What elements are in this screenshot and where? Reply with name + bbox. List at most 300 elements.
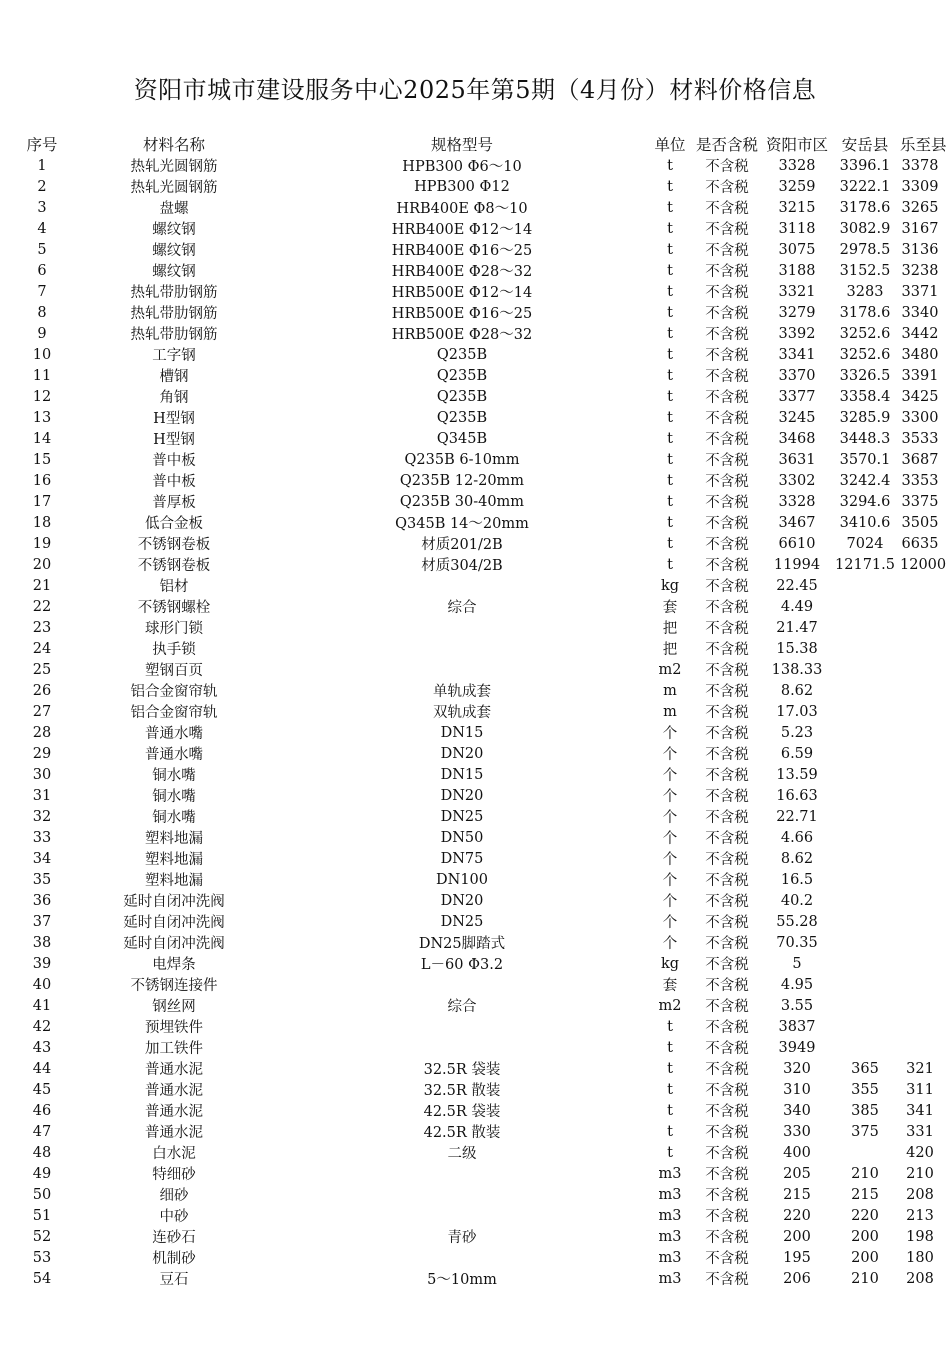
- cell-price-ziyang: 195: [783, 1249, 811, 1266]
- cell-material-name: 延时自闭冲洗阀: [123, 936, 225, 952]
- cell-price-anyue: [830, 1142, 900, 1163]
- table-row: [10, 449, 940, 470]
- cell-no: 43: [32, 1039, 52, 1056]
- table-row: [10, 512, 940, 533]
- cell-price-ziyang: 3837: [778, 1018, 816, 1035]
- cell-price-lezhi: [900, 995, 940, 1016]
- cell-unit: m2: [658, 661, 682, 678]
- cell-price-anyue: 3326.5: [839, 367, 891, 384]
- cell-unit: 个: [662, 726, 678, 742]
- cell-material-name: 细砂: [159, 1188, 189, 1204]
- cell-price-lezhi: [900, 659, 940, 680]
- cell-tax: 不含税: [705, 159, 749, 175]
- cell-no: 16: [32, 472, 52, 489]
- cell-unit: t: [667, 388, 673, 405]
- cell-price-ziyang: 3118: [778, 220, 816, 237]
- table-row: [10, 491, 940, 512]
- table-row: [10, 386, 940, 407]
- cell-price-ziyang: 3259: [778, 178, 816, 195]
- cell-tax: 不含税: [705, 201, 749, 217]
- cell-spec: DN15: [440, 766, 484, 783]
- cell-price-lezhi: [900, 1016, 940, 1037]
- cell-price-anyue: [830, 953, 900, 974]
- cell-unit: t: [667, 241, 673, 258]
- table-row: [10, 911, 940, 932]
- cell-no: 30: [32, 766, 52, 783]
- cell-spec: HPB300 Φ12: [414, 178, 510, 195]
- cell-price-anyue: [830, 701, 900, 722]
- cell-price-ziyang: 330: [783, 1123, 811, 1140]
- cell-price-ziyang: 22.45: [776, 577, 818, 594]
- cell-no: 10: [32, 346, 52, 363]
- cell-no: 14: [32, 430, 52, 447]
- cell-tax: 不含税: [705, 1104, 749, 1120]
- cell-material-name: 铜水嘴: [152, 789, 196, 805]
- table-row: [10, 995, 940, 1016]
- cell-no: 33: [32, 829, 52, 846]
- table-row: [10, 1100, 940, 1121]
- header-tax: 是否含税: [695, 136, 758, 154]
- cell-price-ziyang: 70.35: [776, 934, 818, 951]
- cell-unit: t: [667, 472, 673, 489]
- cell-spec: L－60 Φ3.2: [420, 957, 504, 973]
- cell-price-anyue: 215: [851, 1186, 879, 1203]
- cell-price-anyue: [830, 617, 900, 638]
- table-row: [10, 281, 940, 302]
- cell-tax: 不含税: [705, 600, 749, 616]
- cell-no: 31: [32, 787, 52, 804]
- table-row: [10, 806, 940, 827]
- cell-price-anyue: [830, 743, 900, 764]
- cell-tax: 不含税: [705, 516, 749, 532]
- table-row: [10, 869, 940, 890]
- cell-spec: DN25: [440, 808, 484, 825]
- cell-no: 22: [32, 598, 52, 615]
- cell-spec: DN50: [440, 829, 484, 846]
- cell-no: 8: [37, 304, 47, 321]
- cell-price-lezhi: [900, 722, 940, 743]
- cell-price-lezhi: 3265: [901, 199, 939, 216]
- cell-tax: 不含税: [705, 453, 749, 469]
- table-row: [10, 239, 940, 260]
- cell-unit: t: [667, 1018, 673, 1035]
- cell-tax: 不含税: [705, 1251, 749, 1267]
- cell-spec: [274, 1016, 650, 1037]
- cell-tax: 不含税: [705, 285, 749, 301]
- cell-no: 19: [32, 535, 52, 552]
- cell-material-name: 普通水泥: [145, 1104, 203, 1120]
- cell-material-name: 中砂: [159, 1209, 189, 1225]
- cell-spec: [274, 638, 650, 659]
- cell-price-lezhi: 311: [906, 1081, 934, 1098]
- cell-material-name: 普中板: [152, 453, 196, 469]
- cell-spec: 42.5R 袋装: [423, 1104, 501, 1120]
- cell-material-name: 普通水嘴: [145, 726, 203, 742]
- cell-unit: 个: [662, 852, 678, 868]
- cell-price-ziyang: 13.59: [776, 766, 818, 783]
- cell-spec: DN20: [440, 787, 484, 804]
- cell-tax: 不含税: [705, 264, 749, 280]
- table-row: [10, 1121, 940, 1142]
- header-name: 材料名称: [142, 136, 205, 154]
- table-row: [10, 596, 940, 617]
- cell-material-name: 执手锁: [152, 642, 196, 658]
- cell-tax: 不含税: [705, 621, 749, 637]
- cell-price-ziyang: 3279: [778, 304, 816, 321]
- cell-price-anyue: [830, 575, 900, 596]
- cell-spec: 双轨成套: [433, 705, 491, 721]
- cell-price-ziyang: 55.28: [776, 913, 818, 930]
- cell-material-name: 盘螺: [159, 201, 189, 217]
- cell-price-ziyang: 21.47: [776, 619, 818, 636]
- cell-material-name: 加工铁件: [145, 1041, 203, 1057]
- cell-tax: 不含税: [705, 1083, 749, 1099]
- cell-tax: 不含税: [705, 894, 749, 910]
- cell-tax: 不含税: [705, 537, 749, 553]
- cell-price-ziyang: 6.59: [780, 745, 814, 762]
- table-row: [10, 953, 940, 974]
- cell-material-name: 球形门锁: [145, 621, 203, 637]
- cell-no: 5: [37, 241, 47, 258]
- cell-unit: kg: [660, 577, 680, 594]
- cell-no: 46: [32, 1102, 52, 1119]
- cell-spec: HRB500E Φ28～32: [391, 327, 533, 343]
- cell-price-ziyang: 15.38: [776, 640, 818, 657]
- table-row: [10, 785, 940, 806]
- cell-tax: 不含税: [705, 831, 749, 847]
- cell-price-anyue: 7024: [846, 535, 884, 552]
- cell-price-ziyang: 40.2: [780, 892, 814, 909]
- cell-tax: 不含税: [705, 936, 749, 952]
- cell-price-lezhi: [900, 932, 940, 953]
- cell-spec: [274, 617, 650, 638]
- table-row: [10, 428, 940, 449]
- cell-price-lezhi: 210: [906, 1165, 934, 1182]
- cell-unit: 个: [662, 873, 678, 889]
- cell-tax: 不含税: [705, 474, 749, 490]
- cell-unit: 把: [662, 642, 678, 658]
- table-row: [10, 533, 940, 554]
- cell-price-lezhi: 3167: [901, 220, 939, 237]
- cell-material-name: 普通水泥: [145, 1083, 203, 1099]
- cell-unit: m: [663, 682, 677, 699]
- price-table: [10, 133, 947, 1289]
- cell-price-anyue: [830, 932, 900, 953]
- cell-price-lezhi: 341: [906, 1102, 934, 1119]
- cell-price-anyue: 3252.6: [839, 325, 891, 342]
- cell-price-ziyang: 138.33: [771, 661, 823, 678]
- cell-unit: t: [667, 409, 673, 426]
- cell-spec: 单轨成套: [433, 684, 491, 700]
- cell-spec: DN25脚踏式: [418, 936, 506, 952]
- cell-tax: 不含税: [705, 558, 749, 574]
- table-row: [10, 848, 940, 869]
- cell-material-name: H型钢: [153, 432, 195, 448]
- cell-price-lezhi: 3505: [901, 514, 939, 531]
- cell-material-name: 普通水泥: [145, 1125, 203, 1141]
- cell-price-ziyang: 200: [783, 1228, 811, 1245]
- cell-price-ziyang: 320: [783, 1060, 811, 1077]
- cell-unit: 个: [662, 894, 678, 910]
- cell-price-lezhi: 3340: [901, 304, 939, 321]
- cell-material-name: 预埋铁件: [145, 1020, 203, 1036]
- cell-unit: t: [667, 1144, 673, 1161]
- cell-material-name: 延时自闭冲洗阀: [123, 894, 225, 910]
- cell-tax: 不含税: [705, 180, 749, 196]
- cell-unit: t: [667, 262, 673, 279]
- cell-price-ziyang: 8.62: [780, 850, 814, 867]
- cell-unit: 把: [662, 621, 678, 637]
- cell-price-ziyang: 205: [783, 1165, 811, 1182]
- cell-price-lezhi: 3480: [901, 346, 939, 363]
- cell-price-lezhi: 3371: [901, 283, 939, 300]
- cell-material-name: 不锈钢连接件: [130, 978, 218, 994]
- table-row: [10, 1016, 940, 1037]
- cell-price-anyue: 3358.4: [839, 388, 891, 405]
- cell-unit: t: [667, 514, 673, 531]
- cell-spec: HRB400E Φ16～25: [391, 243, 533, 259]
- cell-price-lezhi: 3375: [901, 493, 939, 510]
- cell-unit: t: [667, 1039, 673, 1056]
- cell-material-name: 螺纹钢: [152, 264, 196, 280]
- cell-price-anyue: [830, 1016, 900, 1037]
- table-row: [10, 659, 940, 680]
- cell-no: 20: [32, 556, 52, 573]
- table-row: [10, 974, 940, 995]
- cell-material-name: 螺纹钢: [152, 222, 196, 238]
- cell-material-name: 不锈钢螺栓: [137, 600, 211, 616]
- cell-price-lezhi: [900, 638, 940, 659]
- cell-price-anyue: 220: [851, 1207, 879, 1224]
- cell-material-name: 不锈钢卷板: [137, 537, 211, 553]
- cell-material-name: 角钢: [159, 390, 189, 406]
- cell-tax: 不含税: [705, 1209, 749, 1225]
- cell-price-anyue: [830, 890, 900, 911]
- cell-price-ziyang: 5: [792, 955, 802, 972]
- table-row: [10, 218, 940, 239]
- cell-price-ziyang: 17.03: [776, 703, 818, 720]
- cell-material-name: 铜水嘴: [152, 810, 196, 826]
- document-title: 资阳市城市建设服务中心2025年第5期（4月份）材料价格信息: [133, 76, 817, 104]
- table-row: [10, 197, 940, 218]
- cell-price-ziyang: 3321: [778, 283, 816, 300]
- cell-material-name: 特细砂: [152, 1167, 196, 1183]
- cell-no: 11: [32, 367, 52, 384]
- cell-price-anyue: 3294.6: [839, 493, 891, 510]
- cell-price-ziyang: 310: [783, 1081, 811, 1098]
- cell-price-ziyang: 3188: [778, 262, 816, 279]
- cell-price-lezhi: [900, 848, 940, 869]
- cell-price-anyue: 3082.9: [839, 220, 891, 237]
- table-row: [10, 743, 940, 764]
- cell-price-lezhi: [900, 806, 940, 827]
- cell-unit: t: [667, 220, 673, 237]
- cell-price-anyue: [830, 995, 900, 1016]
- cell-material-name: H型钢: [153, 411, 195, 427]
- cell-spec: Q235B 30-40mm: [399, 493, 525, 510]
- cell-price-lezhi: [900, 596, 940, 617]
- cell-price-ziyang: 4.49: [780, 598, 814, 615]
- cell-material-name: 电焊条: [152, 957, 196, 973]
- cell-tax: 不含税: [705, 642, 749, 658]
- cell-no: 13: [32, 409, 52, 426]
- table-row: [10, 1058, 940, 1079]
- cell-spec: HRB400E Φ8～10: [396, 201, 528, 217]
- table-row: [10, 1205, 940, 1226]
- cell-unit: m2: [658, 997, 682, 1014]
- cell-price-ziyang: 4.66: [780, 829, 814, 846]
- cell-unit: m3: [658, 1165, 682, 1182]
- cell-tax: 不含税: [705, 1167, 749, 1183]
- cell-price-anyue: 200: [851, 1249, 879, 1266]
- cell-unit: m3: [658, 1270, 682, 1287]
- cell-no: 12: [32, 388, 52, 405]
- cell-unit: t: [667, 157, 673, 174]
- cell-price-ziyang: 220: [783, 1207, 811, 1224]
- cell-no: 24: [32, 640, 52, 657]
- cell-material-name: 工字钢: [152, 348, 196, 364]
- cell-price-anyue: [830, 869, 900, 890]
- cell-price-lezhi: 420: [906, 1144, 934, 1161]
- cell-no: 45: [32, 1081, 52, 1098]
- cell-tax: 不含税: [705, 432, 749, 448]
- cell-no: 15: [32, 451, 52, 468]
- cell-spec: HRB400E Φ28～32: [391, 264, 533, 280]
- table-row: [10, 827, 940, 848]
- cell-price-anyue: [830, 911, 900, 932]
- cell-tax: 不含税: [705, 1020, 749, 1036]
- cell-tax: 不含税: [705, 915, 749, 931]
- cell-price-anyue: [830, 785, 900, 806]
- cell-material-name: 普通水泥: [145, 1062, 203, 1078]
- cell-unit: t: [667, 535, 673, 552]
- table-row: [10, 344, 940, 365]
- cell-spec: DN100: [436, 871, 488, 888]
- cell-price-lezhi: 208: [906, 1270, 934, 1287]
- cell-tax: 不含税: [705, 327, 749, 343]
- table-row: [10, 722, 940, 743]
- cell-price-anyue: 3178.6: [839, 199, 891, 216]
- cell-spec: [274, 974, 650, 995]
- cell-no: 23: [32, 619, 52, 636]
- cell-tax: 不含税: [705, 390, 749, 406]
- cell-tax: 不含税: [705, 1062, 749, 1078]
- cell-material-name: 机制砂: [152, 1251, 196, 1267]
- cell-tax: 不含税: [705, 705, 749, 721]
- cell-price-ziyang: 340: [783, 1102, 811, 1119]
- cell-price-ziyang: 3377: [778, 388, 816, 405]
- cell-price-anyue: 365: [851, 1060, 879, 1077]
- cell-price-anyue: 3152.5: [839, 262, 891, 279]
- cell-no: 39: [32, 955, 52, 972]
- cell-no: 2: [37, 178, 47, 195]
- cell-no: 40: [32, 976, 52, 993]
- cell-price-ziyang: 16.63: [776, 787, 818, 804]
- cell-no: 29: [32, 745, 52, 762]
- cell-price-lezhi: 3309: [901, 178, 939, 195]
- cell-tax: 不含税: [705, 810, 749, 826]
- cell-price-ziyang: 16.5: [780, 871, 814, 888]
- cell-price-ziyang: 3949: [778, 1039, 816, 1056]
- cell-unit: m3: [658, 1228, 682, 1245]
- cell-material-name: 豆石: [159, 1272, 189, 1288]
- cell-price-ziyang: 3631: [778, 451, 816, 468]
- table-row: [10, 176, 940, 197]
- cell-price-anyue: 3448.3: [839, 430, 891, 447]
- cell-material-name: 铝合金窗帘轨: [130, 684, 218, 700]
- cell-price-ziyang: 3341: [778, 346, 816, 363]
- cell-unit: t: [667, 304, 673, 321]
- cell-unit: 套: [662, 600, 678, 616]
- cell-unit: t: [667, 451, 673, 468]
- cell-price-anyue: 3222.1: [839, 178, 891, 195]
- cell-no: 25: [32, 661, 52, 678]
- cell-price-ziyang: 3392: [778, 325, 816, 342]
- cell-unit: t: [667, 556, 673, 573]
- cell-material-name: 不锈钢卷板: [137, 558, 211, 574]
- cell-unit: t: [667, 493, 673, 510]
- cell-material-name: 槽钢: [159, 369, 189, 385]
- cell-spec: HPB300 Φ6～10: [402, 159, 522, 175]
- cell-no: 28: [32, 724, 52, 741]
- cell-price-anyue: 3252.6: [839, 346, 891, 363]
- table-row: [10, 1226, 940, 1247]
- table-row: [10, 365, 940, 386]
- cell-tax: 不含税: [705, 495, 749, 511]
- cell-price-anyue: 355: [851, 1081, 879, 1098]
- cell-price-anyue: [830, 1037, 900, 1058]
- cell-unit: m3: [658, 1207, 682, 1224]
- cell-no: 18: [32, 514, 52, 531]
- cell-tax: 不含税: [705, 222, 749, 238]
- cell-price-anyue: [830, 638, 900, 659]
- cell-unit: 个: [662, 915, 678, 931]
- cell-no: 7: [37, 283, 47, 300]
- cell-tax: 不含税: [705, 684, 749, 700]
- cell-price-lezhi: 3533: [901, 430, 939, 447]
- cell-price-anyue: 12171.5: [835, 556, 895, 573]
- table-row: [10, 1142, 940, 1163]
- cell-material-name: 铝材: [159, 579, 189, 595]
- cell-no: 41: [32, 997, 52, 1014]
- table-row: [10, 890, 940, 911]
- cell-price-ziyang: 3467: [778, 514, 816, 531]
- cell-unit: t: [667, 430, 673, 447]
- cell-price-lezhi: 331: [906, 1123, 934, 1140]
- cell-price-anyue: 3242.4: [839, 472, 891, 489]
- cell-spec: 综合: [447, 600, 477, 616]
- cell-unit: t: [667, 1102, 673, 1119]
- cell-tax: 不含税: [705, 1041, 749, 1057]
- cell-price-lezhi: [900, 743, 940, 764]
- cell-unit: t: [667, 1060, 673, 1077]
- cell-spec: 32.5R 袋装: [423, 1062, 501, 1078]
- cell-price-anyue: 3410.6: [839, 514, 891, 531]
- cell-spec: HRB500E Φ16～25: [391, 306, 533, 322]
- table-row: [10, 680, 940, 701]
- cell-no: 38: [32, 934, 52, 951]
- cell-price-lezhi: 3378: [901, 157, 939, 174]
- table-row: [10, 1079, 940, 1100]
- cell-material-name: 塑料地漏: [145, 852, 203, 868]
- cell-price-lezhi: [900, 827, 940, 848]
- cell-price-lezhi: 3425: [901, 388, 939, 405]
- cell-tax: 不含税: [705, 852, 749, 868]
- cell-spec: Q235B: [436, 388, 488, 405]
- cell-price-anyue: [830, 827, 900, 848]
- cell-unit: t: [667, 178, 673, 195]
- cell-no: 44: [32, 1060, 52, 1077]
